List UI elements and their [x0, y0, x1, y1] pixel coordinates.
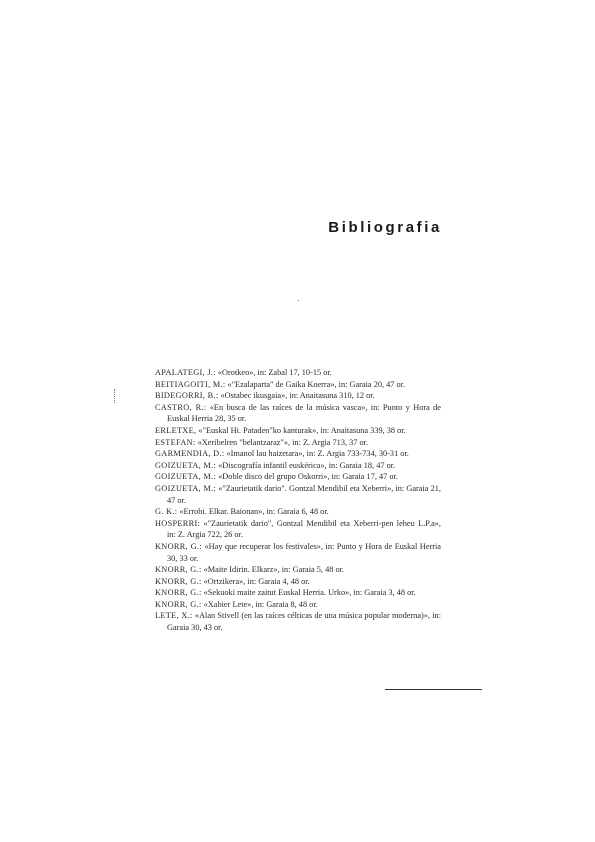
bibliography-entry: [155, 379, 441, 391]
entry-citation: «Ortzikera», in: Garaia 4, 48 or.: [201, 576, 310, 586]
bibliography-entry: [155, 541, 441, 564]
margin-mark: [114, 389, 117, 403]
entry-author: APALATEGI, J.:: [155, 368, 216, 377]
bibliography-entry: [155, 460, 441, 472]
entry-author: G. K.:: [155, 507, 178, 517]
entry-author: KNORR, G.:: [155, 576, 202, 586]
footer-rule: [385, 689, 482, 690]
entry-citation: «Xabier Lete», in: Garaia 8, 48 or.: [201, 599, 318, 609]
bibliography-entry: [155, 576, 441, 588]
entry-citation: «Ostabec ikusgaia», in: Anaitasuna 310, 12 or.: [218, 391, 375, 401]
entry-author: GOIZUETA, M.:: [155, 460, 217, 470]
entry-citation: «Orotkeo», in: Zabal 17, 10-15 or.: [215, 368, 332, 377]
bibliography-entry: [155, 390, 441, 402]
entry-author: KNORR, G.:: [155, 588, 202, 598]
bibliography-entry: [155, 506, 441, 518]
entry-citation: «Sekuoki maite zaitut Euskal Herria. Urko», in: Garaia 3, 48 or.: [201, 588, 416, 598]
bibliography-entry: [155, 437, 441, 449]
entry-citation: «Errobi. Elkar. Baionan», in: Garaia 6, 48 or.: [177, 507, 329, 517]
bibliography-entry: [155, 448, 441, 460]
entry-citation: «"Zaurietatik dario". Gontzal Mendibil eta Xeberri», in: Garaia 21, 47 or.: [167, 483, 441, 505]
entry-author: GOIZUETA, M.:: [155, 472, 217, 482]
page-title: Bibliografia: [328, 219, 442, 236]
entry-author: ERLETXE,: [155, 425, 197, 435]
entry-author: ESTEFAN:: [155, 437, 196, 447]
entry-author: HOSPERRI:: [155, 518, 201, 528]
bibliography-entry: [155, 471, 441, 483]
bibliography-entry: [155, 599, 441, 611]
entry-citation: «Xeribelren "belantzaraz"», in: Z. Argia 713, 37 or.: [195, 437, 369, 447]
entry-author: GARMENDIA, D.:: [155, 449, 225, 459]
bibliography-entry: [155, 610, 441, 633]
entry-citation: «Doble disco del grupo Oskorri», in: Garaia 17, 47 or.: [216, 472, 398, 482]
entry-citation: «Discografía infantil euskérica», in: Garaia 18, 47 or.: [216, 460, 396, 470]
decorative-dot: [298, 300, 299, 301]
entry-author: KNORR, G.:: [155, 565, 202, 575]
bibliography-entry: [155, 587, 441, 599]
entry-author: LETE, X.:: [155, 611, 193, 621]
bibliography-entry: [155, 402, 441, 425]
entry-author: KNORR, G.:: [155, 599, 202, 609]
entry-citation: «"Zaurietatik dario", Gontzal Mendibil eta Xeberri-pen leheu L.P.a», in: Z. Argia 722, 26 or.: [167, 518, 441, 540]
entry-author: GOIZUETA, M.:: [155, 483, 217, 493]
entry-citation: «"Ezalaparta" de Gaika Koerra», in: Garaia 20, 47 or.: [225, 379, 406, 389]
entry-citation: «En busca de las raíces de la música vasca», in: Punto y Hora de Euskal Herria 28, 35 or.: [167, 402, 441, 424]
entry-author: KNORR, G.:: [155, 541, 202, 551]
bibliography-entry: [155, 367, 441, 379]
entry-citation: «Imanol lau haizetara», in: Z. Argia 733-734, 30-31 or.: [224, 449, 409, 459]
bibliography-entry: [155, 483, 441, 506]
entry-citation: «Hay que recuperar los festivales», in: Punto y Hora de Euskal Herria 30, 33 or.: [167, 541, 441, 563]
entry-citation: «"Euskal Hi. Pataden"ko kanturak», in: Anaitasuna 339, 38 or.: [196, 425, 406, 435]
bibliography-entry: [155, 518, 441, 541]
entry-citation: «Alan Stivell (en las raíces célticas de una música popular moderna)», in: Garaia 30, 43 or.: [167, 611, 441, 633]
bibliography-entry: [155, 564, 441, 576]
entry-author: BIDEGORRI, B.:: [155, 391, 219, 401]
entry-citation: «Maite Idirin. Elkarz», in: Garaia 5, 48 or.: [201, 565, 344, 575]
entry-author: CASTRO, R.:: [155, 402, 207, 412]
bibliography-list: [155, 367, 441, 634]
bibliography-entry: [155, 425, 441, 437]
entry-author: BEITIAGOITI, M.:: [155, 379, 226, 389]
